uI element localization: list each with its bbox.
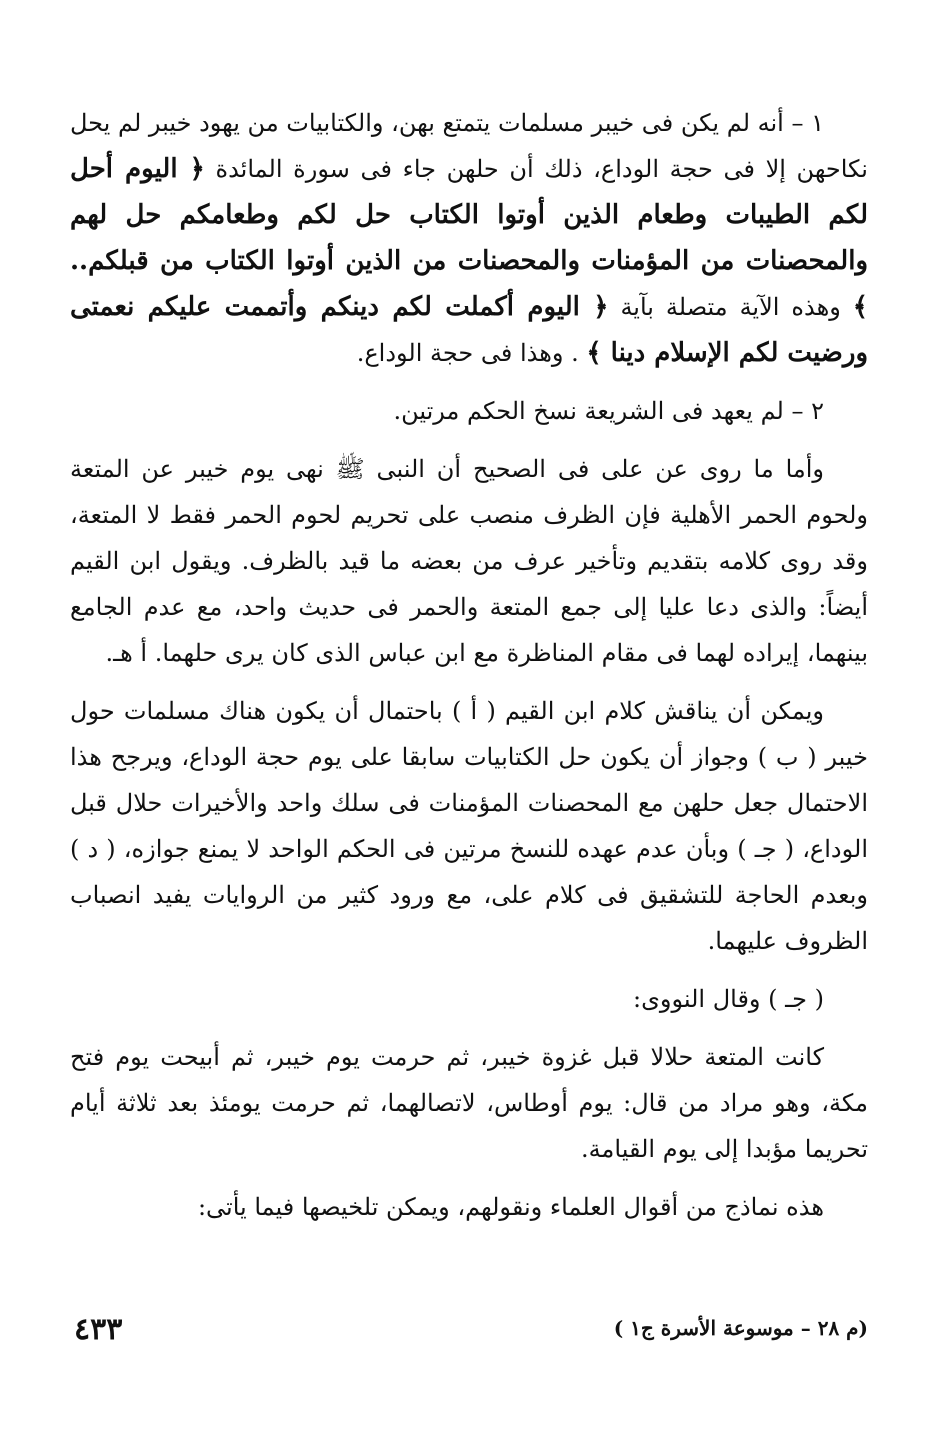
footnote-signature: (م ٢٨ – موسوعة الأسرة ج١ ) xyxy=(613,1316,868,1340)
page-footer xyxy=(74,1312,868,1352)
paragraph-text: وهذه الآية متصلة بآية xyxy=(620,293,841,321)
page-number: ٤٣٣ xyxy=(74,1312,123,1347)
paragraph-ali-narration: وأما ما روى عن على فى الصحيح أن النبى ﷺ نهى يوم خيبر عن المتعة ولحوم الحمر الأهلية فإن الظرف منصب على تحريم لحوم الحمر فقط لا المتعة، وقد روى كلامه بتقديم وتأخير عرف من بعضه ما قيد بالظرف. ويقول ابن القيم أيضاً: والذى دعا عليا إلى جمع المتعة والحمر فى حديث واحد، مع عدم الجامع بينهما، إيراده لهما فى مقام المناظرة مع ابن عباس الذى كان يرى حلهما. أ هـ. xyxy=(70,455,868,667)
paragraph-summary-intro: هذه نماذج من أقوال العلماء ونقولهم، ويمكن تلخيصها فيما يأتى: xyxy=(197,1193,824,1221)
paragraph-text: . وهذا فى حجة الوداع. xyxy=(356,339,579,367)
paragraph-text: ١ – أنه لم يكن فى خيبر مسلمات يتمتع بهن، والكتابيات من يهود خيبر لم يحل نكاحهن إلا فى حجة الوداع، ذلك أن حلهن جاء فى سورة المائدة xyxy=(70,109,868,183)
paragraph-first-reason xyxy=(70,100,868,376)
page-body xyxy=(70,100,868,1230)
paragraph-second-reason: ٢ – لم يعهد فى الشريعة نسخ الحكم مرتين. xyxy=(393,397,824,425)
paragraph-nawawi-quote: كانت المتعة حلالا قبل غزوة خيبر، ثم حرمت يوم خيبر، ثم أبيحت يوم فتح مكة، وهو مراد من قال: يوم أوطاس، لاتصالهما، ثم حرمت يومئذ بعد ثلاثة أيام تحريما مؤبدا إلى يوم القيامة. xyxy=(70,1043,868,1163)
quran-verse: ﴿ اليوم أكملت لكم دينكم وأتممت عليكم نعمتى ورضيت لكم الإسلام دينا ﴾ xyxy=(70,292,868,368)
paragraph-discussion: ويمكن أن يناقش كلام ابن القيم ( أ ) باحتمال أن يكون هناك مسلمات حول خيبر ( ب ) وجواز أن يكون حل الكتابيات سابقا على يوم حجة الوداع، ويرجح هذا الاحتمال جعل حلهن مع المحصنات المؤمنات فى سلك واحد والأخيرات حلال قبل الوداع، ( جـ ) وبأن عدم عهده للنسخ مرتين فى الحكم الواحد لا يمنع جوازه، ( د ) وبعدم الحاجة للتشقيق فى كلام على، مع ورود كثير من الروايات يفيد انصباب الظروف عليهما. xyxy=(70,697,868,955)
paragraph-nawawi-heading: ( جـ ) وقال النووى: xyxy=(632,985,824,1013)
quran-verse: ﴿ اليوم أحل لكم الطيبات وطعام الذين أوتوا الكتاب حل لكم وطعامكم حل لهم والمحصنات من المؤمنات والمحصنات من الذين أوتوا الكتاب من قبلكم.. ﴾ xyxy=(70,154,868,322)
